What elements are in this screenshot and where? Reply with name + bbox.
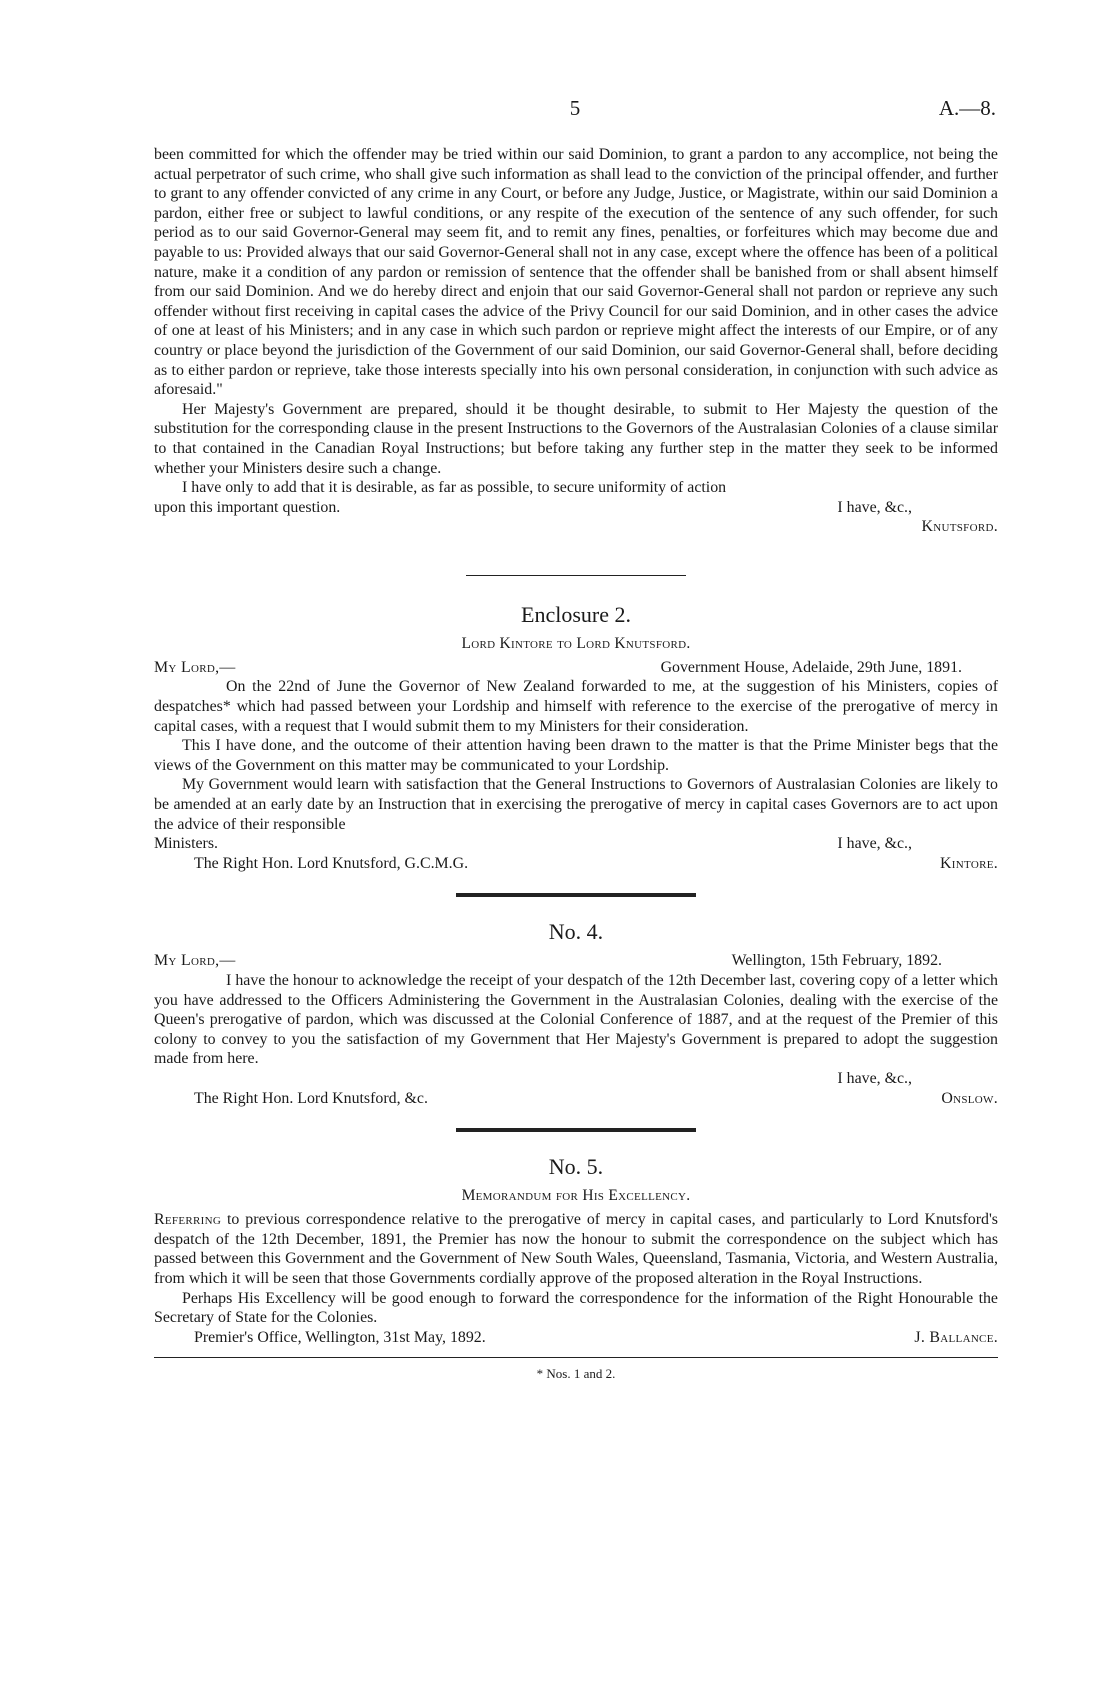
section-title: No. 4.	[548, 919, 604, 945]
continued-despatch	[154, 145, 998, 537]
section-title: No. 5.	[548, 1154, 604, 1180]
salutation-line	[154, 658, 998, 678]
closing-line	[154, 498, 998, 518]
body-paragraph-end: upon this important question.	[154, 498, 341, 516]
page-header	[154, 96, 996, 124]
salutation: My Lord,—	[154, 952, 236, 970]
lead-word: Referring	[154, 1211, 222, 1229]
signature-line	[154, 1328, 998, 1348]
body-paragraph: Her Majesty's Government are prepared, should it be thought desirable, to submit to Her Majesty the question of the substitution for the corresponding clause in the present Instructions to the Governors of the Australasian Colonies of a clause similar to that contained in the Canadian Royal Instructions; but before taking any further step in the matter they seek to be informed whether your Ministers desire such a change.	[154, 400, 998, 477]
place-date: Premier's Office, Wellington, 31st May, 1892.	[194, 1328, 486, 1346]
closing-phrase: I have, &c.,	[837, 498, 912, 516]
body-paragraph: On the 22nd of June the Governor of New Zealand forwarded to me, at the suggestion of his Ministers, copies of despatches* which had passed between your Lordship and himself with reference to the exercise of the prerogative of mercy in capital cases, with a request that I would submit them to my Ministers for their consideration.	[154, 678, 998, 735]
body-paragraph: This I have done, and the outcome of their attention having been drawn to the matter is that the Prime Minister begs that the views of the Government on this matter may be communicated to your Lordship.	[154, 737, 998, 774]
salutation-line	[154, 951, 998, 971]
body-paragraph: I have the honour to acknowledge the receipt of your despatch of the 12th December last, covering copy of a letter which you have addressed to the Officers Administering the Government in the Australasian Colonies, dealing with the exercise of the Queen's prerogative of pardon, which was discussed at the Colonial Conference of 1887, and at the request of the Premier of this colony to convey to you the satisfaction of my Government that Her Majesty's Government is prepared to adopt the suggestion made from here.	[154, 972, 998, 1068]
footnote-rule	[154, 1357, 998, 1358]
place-date: Government House, Adelaide, 29th June, 1891.	[660, 658, 962, 676]
signature: Knutsford.	[921, 518, 998, 536]
section-subtitle: Lord Kintore to Lord Knutsford.	[461, 634, 691, 652]
section-subtitle: Memorandum for His Excellency.	[461, 1187, 691, 1205]
signature-line	[154, 854, 998, 874]
document-reference: A.—8.	[938, 96, 996, 120]
body-paragraph: My Government would learn with satisfaction that the General Instructions to Governors of Australasian Colonies are likely to be amended at an early date by an Instruction that in exercising the prerogative of mercy in capital cases Governors are to act upon the advice of their responsible	[154, 776, 998, 833]
closing-line	[154, 834, 998, 854]
section-title: Enclosure 2.	[521, 601, 631, 627]
body-paragraph-end: Ministers.	[154, 835, 219, 853]
body-paragraph	[154, 1210, 998, 1288]
signature: Onslow.	[941, 1089, 998, 1107]
page-number: 5	[569, 96, 581, 120]
place-date: Wellington, 15th February, 1892.	[731, 952, 942, 970]
body-paragraph-text: to previous correspondence relative to the prerogative of mercy in capital cases, and particularly to Lord Knutsford's despatch of the 12th December, 1891, the Premier has now the honour to submit the correspondence on the subject which has passed between this Government and the Government of New South Wales, Queensland, Tasmania, Victoria, and Western Australia, from which it will be seen that those Governments cordially approve of the proposed alteration in the Royal Instructions.	[154, 1211, 998, 1287]
signature: Kintore.	[940, 854, 998, 872]
enclosure-2	[154, 602, 998, 874]
signature-line	[154, 1089, 998, 1109]
section-divider	[456, 1128, 696, 1132]
body-paragraph: I have only to add that it is desirable, as far as possible, to secure uniformity of action	[182, 479, 727, 497]
section-divider	[456, 893, 696, 897]
no-4	[154, 919, 998, 1108]
no-5	[154, 1154, 998, 1347]
section-divider	[466, 575, 686, 576]
addressee: The Right Hon. Lord Knutsford, &c.	[194, 1089, 428, 1107]
closing-phrase: I have, &c.,	[837, 835, 912, 853]
footnote: * Nos. 1 and 2.	[536, 1366, 616, 1382]
instruction-paragraph: been committed for which the offender may be tried within our said Dominion, to grant a pardon to any accomplice, not being the actual perpetrator of such crime, who shall give such information as shall lead to the conviction of the principal offender, and further to grant to any offender convicted of any crime in any Court, or before any Judge, Justice, or Magistrate, within our said Dominion a pardon, either free or subject to lawful conditions, or any respite of the execution of the sentence of any such offender, for such period as to our said Governor-General may seem fit, and to remit any fines, penalties, or forfeitures which may become due and payable to us: Provided always that our said Governor-General shall not in any case, except where the offence has been of a political nature, make it a condition of any pardon or remission of sentence that the offender shall be banished from or shall absent himself from our said Dominion. And we do hereby direct and enjoin that our said Governor-General shall not pardon or reprieve any such offender without first receiving in capital cases the advice of the Privy Council for our said Dominion, and in other cases the advice of one at least of his Ministers; and in any case in which such pardon or reprieve might affect the interests of our Empire, or of any country or place beyond the jurisdiction of the Government of our said Dominion, our said Governor-General shall, before deciding as to either pardon or reprieve, take those interests specially into his own personal consideration, in conjunction with such advice as aforesaid."	[154, 146, 998, 399]
body-paragraph: Perhaps His Excellency will be good enough to forward the correspondence for the information of the Right Honourable the Secretary of State for the Colonies.	[154, 1289, 998, 1327]
signature: J. Ballance.	[914, 1328, 998, 1346]
addressee: The Right Hon. Lord Knutsford, G.C.M.G.	[194, 854, 469, 872]
page-content	[154, 145, 998, 1384]
salutation: My Lord,—	[154, 658, 236, 676]
closing-phrase: I have, &c.,	[837, 1069, 912, 1087]
